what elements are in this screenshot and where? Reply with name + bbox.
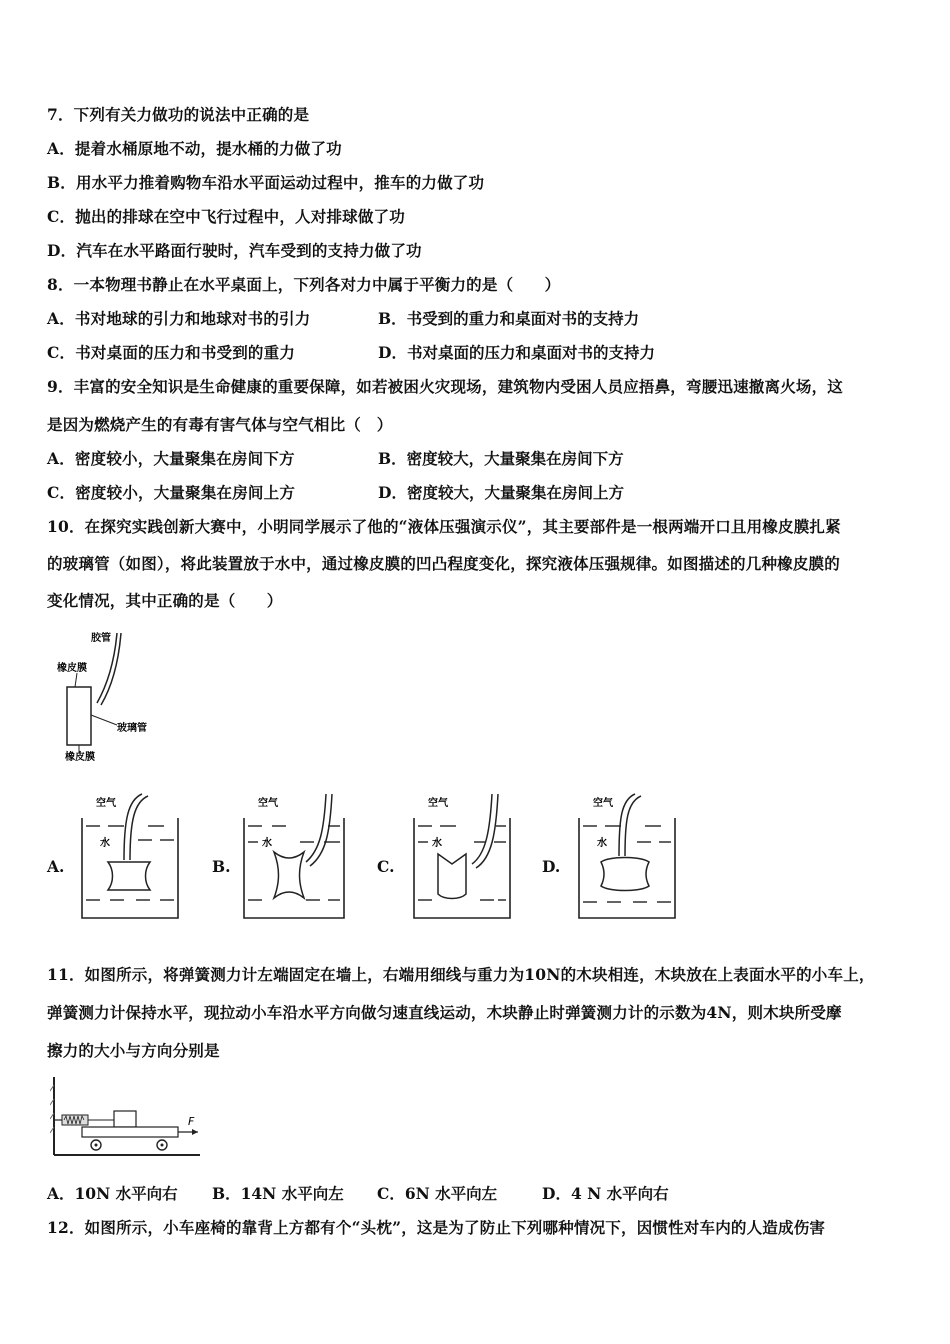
q10-stem-line3: 变化情况，其中正确的是（ ） [47,591,283,610]
air-label: 空气 [428,798,448,809]
q12-stem-line1: 12．如图所示，小车座椅的靠背上方都有个“头枕”，这是为了防止下列哪种情况下，因惯性对车内的人造成伤害 [47,1218,826,1237]
label-membrane-bottom: 橡皮膜 [65,752,95,763]
force-label: F [188,1115,195,1128]
q11-option-b: B．14N 水平向左 [212,1184,344,1203]
air-label: 空气 [593,798,613,809]
water-label: 水 [432,838,442,849]
q11-stem-line1: 11．如图所示，将弹簧测力计左端固定在墙上，右端用细线与重力为10N的木块相连，木块放在上表面水平的小车上， [47,965,875,984]
q9-option-c: C．密度较小，大量聚集在房间上方 [47,483,296,502]
q7-stem: 7．下列有关力做功的说法中正确的是 [47,105,310,124]
q11-stem-line2: 弹簧测力计保持水平，现拉动小车沿水平方向做匀速直线运动，木块静止时弹簧测力计的示数为4N，则木块所受摩 [47,1003,842,1022]
q9-option-a: A．密度较小，大量聚集在房间下方 [47,449,295,468]
q8-option-b: B．书受到的重力和桌面对书的支持力 [378,309,640,328]
air-label: 空气 [96,798,116,809]
q9-option-d: D．密度较大，大量聚集在房间上方 [378,483,624,502]
q11-option-a: A．10N 水平向右 [47,1184,178,1203]
q8-option-c: C．书对桌面的压力和书受到的重力 [47,343,296,362]
q9-stem-line2: 是因为燃烧产生的有毒有害气体与空气相比（ ） [47,415,393,434]
water-label: 水 [262,838,272,849]
wood-block [114,1111,136,1127]
q10-option-c-figure [410,790,515,920]
q11-option-d: D．4 N 水平向右 [542,1184,669,1203]
q10-option-a-figure [78,790,183,920]
q7-option-d: D．汽车在水平路面行驶时，汽车受到的支持力做了功 [47,241,422,260]
water-label: 水 [100,838,110,849]
q10-stem-line2: 的玻璃管（如图），将此装置放于水中，通过橡皮膜的凹凸程度变化，探究液体压强规律。如图描述的几种橡皮膜的 [47,554,840,573]
q10-device-figure [55,625,175,765]
q10-option-d-label: D. [542,857,561,876]
q8-option-a: A．书对地球的引力和地球对书的引力 [47,309,311,328]
q10-option-b-figure [240,790,350,920]
water-label: 水 [597,838,607,849]
q9-stem-line1: 9．丰富的安全知识是生命健康的重要保障，如若被困火灾现场，建筑物内受困人员应捂鼻，弯腰迅速撤离火场，这 [47,377,843,396]
q11-option-c: C．6N 水平向左 [377,1184,498,1203]
q11-cart-figure [50,1075,210,1160]
q11-stem-line3: 擦力的大小与方向分别是 [47,1041,220,1060]
q7-option-a: A．提着水桶原地不动，提水桶的力做了功 [47,139,342,158]
q8-stem: 8．一本物理书静止在水平桌面上，下列各对力中属于平衡力的是（ ） [47,275,561,294]
q7-option-b: B．用水平力推着购物车沿水平面运动过程中，推车的力做了功 [47,173,485,192]
q7-option-c: C．抛出的排球在空中飞行过程中，人对排球做了功 [47,207,405,226]
q9-option-b: B．密度较大，大量聚集在房间下方 [378,449,624,468]
label-glass: 玻璃管 [117,723,147,734]
air-label: 空气 [258,798,278,809]
q10-stem-line1: 10．在探究实践创新大赛中，小明同学展示了他的“液体压强演示仪”，其主要部件是一根两端开口且用橡皮膜扎紧 [47,517,841,536]
q10-option-c-label: C. [377,857,395,876]
label-tube: 胶管 [91,633,111,644]
cart-body [82,1127,178,1137]
label-membrane-top: 橡皮膜 [57,663,87,674]
q10-option-a-label: A. [47,857,65,876]
q10-option-d-figure [575,790,680,920]
q10-option-b-label: B. [212,857,231,876]
q8-option-d: D．书对桌面的压力和桌面对书的支持力 [378,343,655,362]
